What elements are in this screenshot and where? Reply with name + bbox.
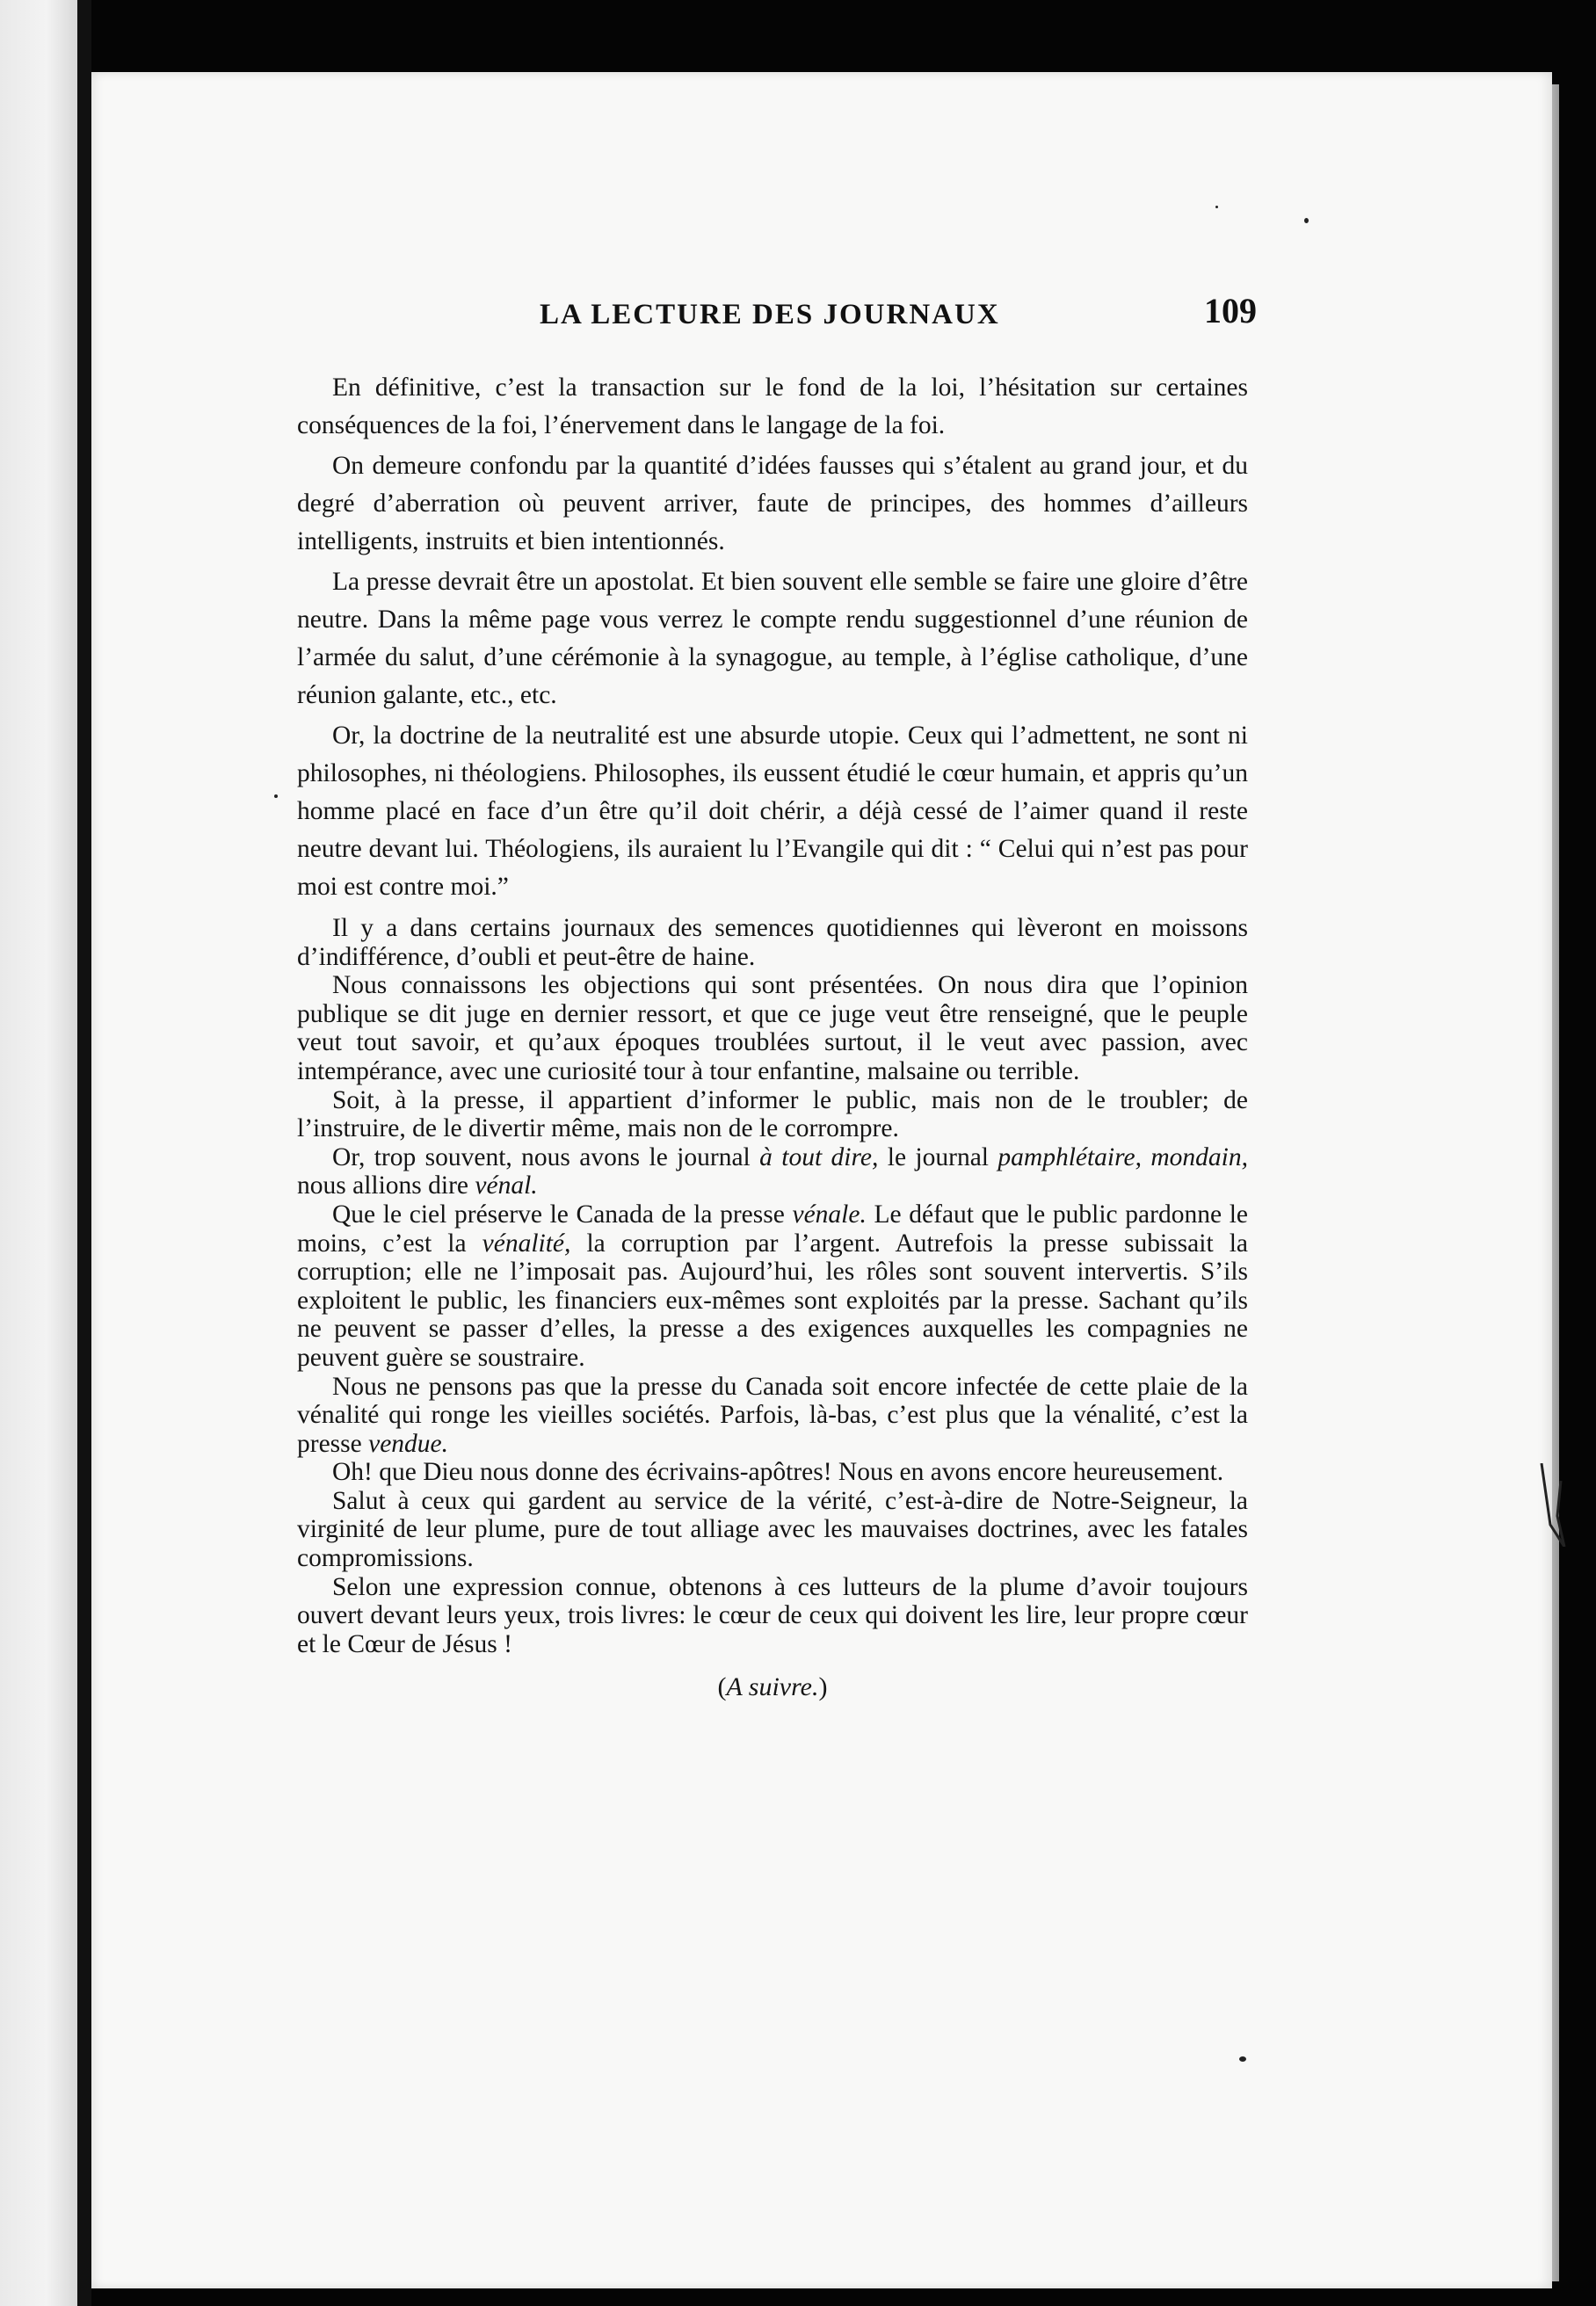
speck-mark — [1239, 2056, 1246, 2062]
running-head — [448, 291, 1283, 348]
italic-text: vénalité, — [482, 1229, 571, 1258]
page-edge-mark — [1538, 1463, 1573, 1547]
closing-paren-open: ( — [717, 1672, 727, 1702]
speck-mark — [1215, 206, 1218, 208]
facing-page-edge — [0, 0, 77, 2306]
text-run: nous allions dire — [297, 1171, 475, 1200]
text-run: le journal — [878, 1142, 998, 1171]
paragraph: Oh! que Dieu nous donne des écrivains-apôtres! Nous en avons encore heureusement. — [332, 1458, 1224, 1487]
text-run: la corruption par l’argent. Autrefois la presse subissait la corruption; elle ne l’imposait pas. Aujourd’hui, les rôles sont souvent intervertis. S’ils exploitent le public, les financiers eux-mêmes sont exploités par la presse. Sachant qu’ils ne peuvent se passer d’elles, la presse a des exigences auxquelles les compagnies ne peuvent guère se soustraire. — [297, 1229, 1248, 1372]
paragraph: Il y a dans certains journaux des semences quotidiennes qui lèveront en moissons d’indifférence, d’oubli et peut-être de haine. — [297, 914, 1248, 971]
italic-text: vénale. — [792, 1200, 867, 1229]
paragraph: On demeure confondu par la quantité d’idées fausses qui s’étalent au grand jour, et du degré d’aberration où peuvent arriver, faute de principes, des hommes d’ailleurs intelligents, instruits et bien intentionnés. — [297, 452, 1248, 555]
paragraph — [297, 1373, 1248, 1459]
text-run: Le défaut que le public pardonne le moins, c’est la — [297, 1200, 1248, 1258]
text-section-tight-leading — [297, 914, 1248, 1704]
italic-text: vénal. — [475, 1171, 538, 1200]
text-run: Que le ciel préserve le Canada de la presse — [332, 1200, 793, 1229]
closing-paren-close: ) — [818, 1672, 828, 1702]
speck-mark — [1304, 218, 1309, 223]
italic-text: pamphlétaire, mondain, — [997, 1142, 1248, 1171]
italic-text: vendue. — [368, 1429, 449, 1458]
book-spine-gap — [77, 0, 91, 2306]
text-section-wide-leading — [297, 369, 1248, 906]
italic-text: à tout dire, — [759, 1142, 879, 1171]
paragraph — [297, 1143, 1248, 1200]
speck-mark — [274, 794, 278, 798]
paragraph: La presse devrait être un apostolat. Et bien souvent elle semble se faire une gloire d’être neutre. Dans la même page vous verrez le compte rendu suggestionnel d’une réunion de l’armée du salut, d’une cérémonie à la synagogue, au temple, à l’église catholique, d’une réunion galante, etc., etc. — [297, 568, 1248, 709]
paragraph: Or, la doctrine de la neutralité est une absurde utopie. Ceux qui l’admettent, ne sont ni philosophes, ni théologiens. Philosophes, ils eussent étudié le cœur humain, et appris qu’un homme placé en face d’un être qu’il doit chérir, a déjà cessé de l’aimer quand il reste neutre devant lui. Théologiens, ils auraient lu l’Evangile qui dit : “ Celui qui n’est pas pour moi est contre moi.” — [297, 722, 1248, 901]
article-text — [297, 369, 1248, 1704]
text-run: Nous ne pensons pas que la presse du Canada soit encore infectée de cette plaie de la vénalité qui ronge les vieilles sociétés. Parfois, là-bas, c’est plus que la vénalité, c’est la presse — [297, 1372, 1248, 1458]
text-run: Or, trop souvent, nous avons le journal — [332, 1142, 760, 1171]
paragraph: Nous connaissons les objections qui sont présentées. On nous dira que l’opinion publique se dit juge en dernier ressort, et que ce juge veut être renseigné, que le peuple veut tout savoir, et qu’aux époques troublées surtout, il le veut avec passion, avec intempérance, avec une curiosité tour à tour enfantine, malsaine ou terrible. — [297, 971, 1248, 1085]
to-be-continued-text: A suivre. — [726, 1672, 819, 1702]
to-be-continued-note — [297, 1671, 1248, 1704]
page-number: 109 — [1204, 291, 1257, 330]
paragraph — [297, 1200, 1248, 1373]
running-title: LA LECTURE DES JOURNAUX — [540, 299, 1000, 330]
paragraph: Salut à ceux qui gardent au service de la vérité, c’est-à-dire de Notre-Seigneur, la virginité de leur plume, pure de tout alliage avec les mauvaises doctrines, avec les fatales compromissions. — [297, 1486, 1248, 1573]
paragraph: En définitive, c’est la transaction sur le fond de la loi, l’hésitation sur certaines conséquences de la foi, l’énervement dans le langage de la foi. — [297, 373, 1248, 439]
paragraph: Soit, à la presse, il appartient d’informer le public, mais non de le troubler; de l’instruire, de le divertir même, mais non de le corrompre. — [297, 1085, 1248, 1143]
paragraph: Selon une expression connue, obtenons à ces lutteurs de la plume d’avoir toujours ouvert devant leurs yeux, trois livres: le cœur de ceux qui doivent les lire, leur propre cœur et le Cœur de Jésus ! — [297, 1572, 1248, 1658]
